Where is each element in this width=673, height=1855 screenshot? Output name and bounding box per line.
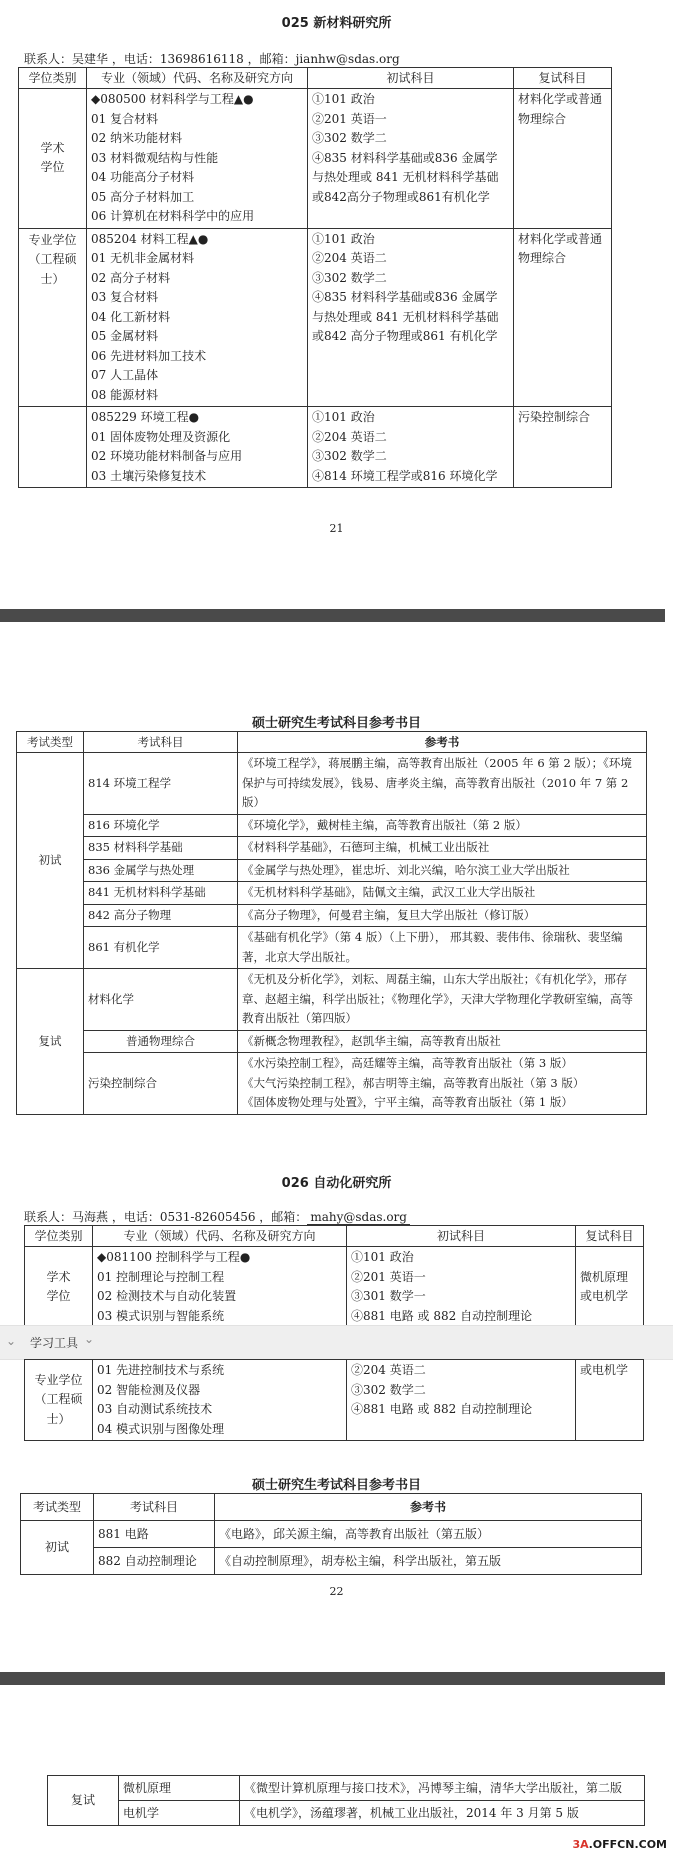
major-line: 03 模式识别与智能系统 — [97, 1308, 225, 1323]
exams-cell — [308, 228, 514, 407]
major-line: 02 纳米功能材料 — [91, 131, 183, 145]
exam-line: ④881 电路 或 882 自动控制理论 — [351, 1402, 533, 1416]
exam-line: ②201 英语一 — [312, 111, 387, 126]
major-line: 03 土壤污染修复技术 — [91, 468, 207, 483]
exam-line: ②204 英语二 — [312, 429, 387, 444]
ref-books-table-025 — [16, 731, 647, 1115]
subject-cell: 861 有机化学 — [84, 927, 238, 969]
watermark-logo — [572, 1838, 667, 1851]
table-row — [25, 1360, 644, 1441]
exam-line: ②204 英语二 — [351, 1363, 426, 1377]
col-header: 考试科目 — [94, 1494, 215, 1521]
subject-cell: 841 无机材料科学基础 — [84, 882, 238, 905]
major-line: 02 环境功能材料制备与应用 — [91, 449, 243, 463]
col-header: 学位类别 — [25, 1226, 93, 1247]
exam-line: ③302 数学二 — [312, 449, 387, 463]
table-row — [17, 837, 647, 860]
table-row — [17, 882, 647, 905]
page-separator — [0, 1672, 673, 1685]
col-header: 复试科目 — [514, 68, 612, 89]
retest-cell: 或电机学 — [576, 1360, 644, 1441]
study-tools-label[interactable]: 学习工具 — [30, 1336, 79, 1350]
retest-cell: 材料化学或普通物理综合 — [514, 228, 612, 407]
category-cell: 专业学位 （工程硕 士） — [25, 1360, 93, 1441]
retest-cell: 污染控制综合 — [514, 407, 612, 488]
subject-cell: 材料化学 — [84, 969, 238, 1031]
category-cell: 学术 学位 — [19, 89, 87, 229]
category-cell — [19, 407, 87, 488]
exam-line: ③302 数学二 — [312, 131, 387, 145]
books-cell: 《环境工程学》，蒋展鹏主编，高等教育出版社（2005 年 6 第 2 版）；《环境保护与可持续发展》，钱易、唐孝炎主编，高等教育出版社（2010 年 7 第 2 版） — [238, 753, 647, 815]
major-line: 04 化工新材料 — [91, 309, 171, 324]
majors-cell — [87, 89, 308, 229]
table-row — [17, 927, 647, 969]
books-cell: 《微型计算机原理与接口技术》，冯博琴主编，清华大学出版社，第二版 — [240, 1776, 645, 1801]
col-header: 考试类型 — [21, 1494, 94, 1521]
subject-cell: 836 金属学与热处理 — [84, 859, 238, 882]
contact-email-link[interactable]: mahy@sdas.org — [307, 1210, 410, 1225]
subject-cell: 816 环境化学 — [84, 814, 238, 837]
page-number: 22 — [329, 1585, 344, 1598]
books-cell: 《电机学》，汤蕴璆著，机械工业出版社，2014 年 3 月第 5 版 — [240, 1801, 645, 1826]
study-tools-bar[interactable] — [0, 1325, 673, 1360]
subject-cell: 污染控制综合 — [84, 1053, 238, 1115]
major-line: 03 复合材料 — [91, 290, 159, 304]
table-row — [48, 1801, 645, 1826]
books-cell: 《基础有机化学》（第 4 版）（上下册）， 邢其毅、裴伟伟、徐瑞秋、裴坚编著，北京大学出版社。 — [238, 927, 647, 969]
exam-type-cell: 复试 — [48, 1776, 119, 1826]
majors-cell — [93, 1247, 347, 1328]
col-header: 考试科目 — [84, 732, 238, 753]
major-line: 01 复合材料 — [91, 111, 159, 126]
table-row — [17, 1053, 647, 1115]
majors-cell — [93, 1360, 347, 1441]
books-cell: 《无机材料科学基础》，陆佩文主编，武汉工业大学出版社 — [238, 882, 647, 905]
table-row — [25, 1247, 644, 1328]
exam-line: ①101 政治 — [312, 92, 375, 106]
table-row — [17, 753, 647, 815]
exam-line: ③302 数学二 — [312, 270, 387, 285]
exam-type-cell: 复试 — [17, 969, 84, 1115]
exam-type-cell: 初试 — [17, 753, 84, 969]
table-row — [19, 228, 612, 407]
subject-cell: 微机原理 — [119, 1776, 240, 1801]
exam-line: ①101 政治 — [312, 410, 375, 424]
col-header: 初试科目 — [308, 68, 514, 89]
major-line: 01 无机非金属材料 — [91, 251, 195, 265]
subject-cell: 842 高分子物理 — [84, 904, 238, 927]
col-header: 学位类别 — [19, 68, 87, 89]
category-cell: 专业学位 （工程硕 士） — [19, 228, 87, 407]
subject-cell: 814 环境工程学 — [84, 753, 238, 815]
col-header: 复试科目 — [576, 1226, 644, 1247]
retest-cell: 微机原理或电机学 — [576, 1247, 644, 1328]
watermark-red: 3A — [572, 1838, 589, 1851]
major-line: 01 控制理论与控制工程 — [97, 1269, 225, 1284]
chevron-down-icon[interactable]: ⌄ — [84, 1332, 95, 1346]
page-separator — [0, 609, 673, 622]
contact-text: 联系人：马海燕 ，电话：0531-82605456 ，邮箱： — [24, 1210, 308, 1224]
contact-line-025: 联系人：吴建华 ，电话：13698616118 ，邮箱：jianhw@sdas.org — [24, 52, 400, 66]
program-table-025 — [18, 67, 612, 488]
exam-line: ③301 数学一 — [351, 1289, 426, 1303]
table-row — [19, 89, 612, 229]
col-header: 考试类型 — [17, 732, 84, 753]
major-line: 02 高分子材料 — [91, 270, 171, 285]
exam-line: ②201 英语一 — [351, 1269, 426, 1284]
watermark-text: .OFFCN.COM — [588, 1838, 667, 1851]
exams-cell — [347, 1247, 576, 1328]
institute-title-025: 025 新材料研究所 — [281, 16, 392, 31]
subject-cell: 881 电路 — [94, 1521, 215, 1548]
books-cell: 《新概念物理教程》，赵凯华主编，高等教育出版社 — [238, 1030, 647, 1053]
table-row — [21, 1521, 642, 1548]
table-row — [21, 1548, 642, 1575]
major-line: 07 人工晶体 — [91, 368, 159, 382]
major-line: 03 材料微观结构与性能 — [91, 150, 219, 165]
exam-line: ③302 数学二 — [351, 1382, 426, 1397]
exam-line: ④835 材料科学基础或836 金属学与热处理或 841 无机材料科学基础或842高分子物理或861有机化学 — [312, 150, 499, 204]
major-line: 04 模式识别与图像处理 — [97, 1421, 225, 1436]
program-table-026 — [24, 1225, 644, 1328]
major-line: 06 先进材料加工技术 — [91, 348, 207, 363]
books-cell: 《金属学与热处理》，崔忠圻、刘北兴编，哈尔滨工业大学出版社 — [238, 859, 647, 882]
col-header: 初试科目 — [347, 1226, 576, 1247]
institute-title-026: 026 自动化研究所 — [281, 1176, 392, 1191]
ref-books-title: 硕士研究生考试科目参考书目 — [251, 716, 421, 731]
major-line: 01 固体废物处理及资源化 — [91, 429, 231, 444]
exam-line: ②204 英语二 — [312, 251, 387, 265]
major-line: 01 先进控制技术与系统 — [97, 1363, 225, 1377]
major-line: 05 金属材料 — [91, 329, 159, 343]
col-header: 专业（领域）代码、名称及研究方向 — [93, 1226, 347, 1247]
page-number: 21 — [329, 522, 344, 535]
exam-line: ④814 环境工程学或816 环境化学 — [312, 468, 498, 483]
majors-cell — [87, 407, 308, 488]
exams-cell — [347, 1360, 576, 1441]
major-line: 05 高分子材料加工 — [91, 189, 195, 204]
majors-cell — [87, 228, 308, 407]
books-cell: 《材料科学基础》，石德珂主编，机械工业出版社 — [238, 837, 647, 860]
ref-books-title-026: 硕士研究生考试科目参考书目 — [251, 1478, 421, 1493]
table-row — [17, 1030, 647, 1053]
subject-cell: 电机学 — [119, 1801, 240, 1826]
major-line: 06 计算机在材料科学中的应用 — [91, 209, 255, 223]
major-line: 02 检测技术与自动化装置 — [97, 1289, 237, 1303]
table-row — [17, 904, 647, 927]
exams-cell — [308, 89, 514, 229]
subject-cell: 835 材料科学基础 — [84, 837, 238, 860]
books-cell: 《环境化学》，戴树桂主编，高等教育出版社（第 2 版） — [238, 814, 647, 837]
table-row — [17, 814, 647, 837]
table-row — [19, 407, 612, 488]
program-table-026-cont — [24, 1359, 644, 1441]
ref-books-table-retest-026 — [47, 1775, 645, 1826]
books-cell: 《电路》，邱关源主编，高等教育出版社（第五版） — [215, 1521, 642, 1548]
exam-type-cell: 初试 — [21, 1521, 94, 1575]
category-cell: 学术 学位 — [25, 1247, 93, 1328]
col-header: 专业（领域）代码、名称及研究方向 — [87, 68, 308, 89]
major-line: ◆080500 材料科学与工程▲● — [91, 92, 254, 106]
subject-cell: 882 自动控制理论 — [94, 1548, 215, 1575]
exam-line: ①101 政治 — [351, 1250, 414, 1264]
exam-line: ④835 材料科学基础或836 金属学与热处理或 841 无机材料科学基础或842 高分子物理或861 有机化学 — [312, 290, 499, 343]
contact-line-026 — [24, 1208, 410, 1225]
chevron-down-icon[interactable]: ⌄ — [6, 1334, 17, 1348]
subject-cell: 普通物理综合 — [84, 1030, 238, 1053]
ref-books-table-026 — [20, 1493, 642, 1575]
major-line: ◆081100 控制科学与工程● — [97, 1250, 251, 1264]
exam-line: ①101 政治 — [312, 231, 375, 246]
col-header: 参考书 — [238, 732, 647, 753]
col-header: 参考书 — [215, 1494, 642, 1521]
major-line: 085229 环境工程● — [91, 410, 200, 424]
books-cell: 《高分子物理》，何曼君主编，复旦大学出版社（修订版） — [238, 904, 647, 927]
books-cell: 《无机及分析化学》，刘耘、周磊主编，山东大学出版社；《有机化学》，邢存章、赵超主编，科学出版社；《物理化学》，天津大学物理化学教研室编，高等教育出版社（第四版） — [238, 969, 647, 1031]
books-cell: 《水污染控制工程》，高廷耀等主编，高等教育出版社（第 3 版） 《大气污染控制工程》，郝吉明等主编，高等教育出版社（第 3 版） 《固体废物处理与处置》，宁平主编，高等教育出版社（第 1 版） — [238, 1053, 647, 1115]
major-line: 02 智能检测及仪器 — [97, 1382, 201, 1397]
table-row — [17, 969, 647, 1031]
major-line: 04 功能高分子材料 — [91, 170, 195, 184]
major-line: 03 自动测试系统技术 — [97, 1402, 213, 1416]
table-row — [48, 1776, 645, 1801]
table-row — [17, 859, 647, 882]
major-line: 085204 材料工程▲● — [91, 231, 209, 246]
books-cell: 《自动控制原理》，胡寿松主编，科学出版社，第五版 — [215, 1548, 642, 1575]
exam-line: ④881 电路 或 882 自动控制理论 — [351, 1308, 533, 1323]
retest-cell: 材料化学或普通物理综合 — [514, 89, 612, 229]
exams-cell — [308, 407, 514, 488]
major-line: 08 能源材料 — [91, 387, 159, 402]
